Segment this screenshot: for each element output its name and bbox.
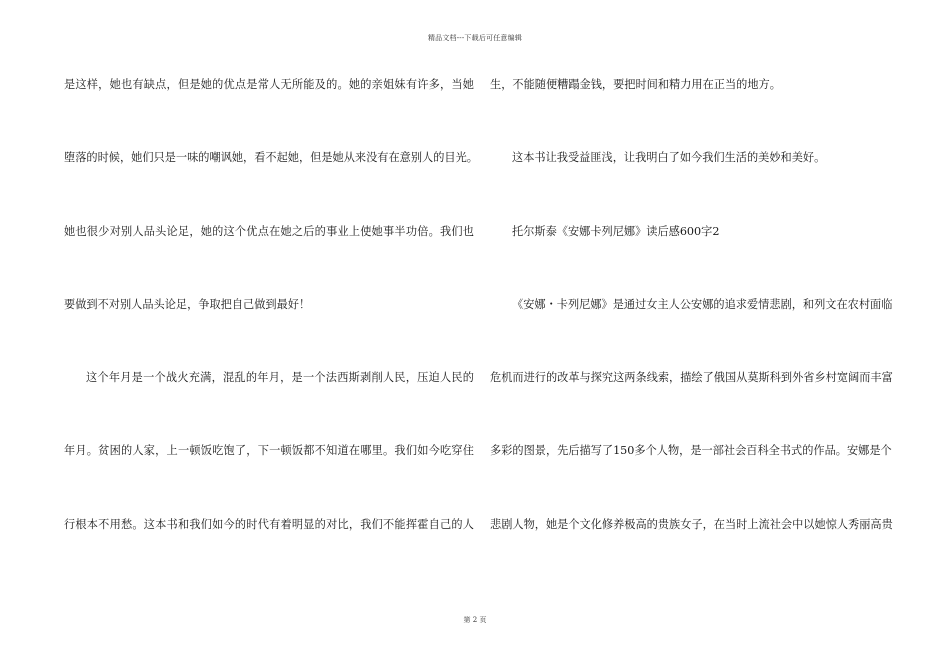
line-text: 要做到不对别人品头论足，争取把自己做到最好！ (64, 297, 311, 311)
paragraph-line (490, 515, 893, 588)
paragraph-line (64, 515, 474, 588)
paragraph-line (64, 368, 474, 441)
paragraph-line (64, 222, 474, 295)
line-text: 这本书让我受益匪浅，让我明白了如今我们生活的美妙和美好。 (512, 151, 826, 165)
line-text: 多彩的图景，先后描写了150多个人物，是一部社会百科全书式的作品。安娜是个 (490, 444, 892, 458)
line-text: 堕落的时候，她们只是一味的嘲讽她，看不起她，但是她从来没有在意别人的目光。 (64, 151, 478, 165)
line-text: 生，不能随便糟蹋金钱，要把时间和精力用在正当的地方。 (490, 78, 781, 91)
paragraph-line (64, 295, 474, 368)
paragraph-line (64, 148, 478, 221)
paragraph-line (64, 75, 474, 148)
line-text: 年月。贫困的人家，上一顿饭吃饱了，下一顿饭都不知道在哪里。我们如今吃穿住 (64, 444, 474, 458)
paragraph-line (64, 441, 474, 514)
page-header: 精品文档---下载后可任意编辑 (427, 34, 523, 42)
section-heading (490, 222, 890, 295)
page-footer: 第 2 页 (463, 616, 487, 624)
paragraph-line (490, 368, 893, 441)
right-column (490, 75, 893, 588)
paragraph-line (490, 75, 890, 148)
line-text: 行根本不用愁。这本书和我们如今的时代有着明显的对比，我们不能挥霍自己的人 (64, 517, 474, 531)
line-text: 托尔斯泰《安娜卡列尼娜》读后感600字2 (512, 224, 720, 238)
paragraph-line (490, 295, 893, 368)
paragraph-line (490, 441, 890, 514)
line-text: 《安娜・卡列尼娜》是通过女主人公安娜的追求爱情悲剧，和列文在农村面临 (512, 297, 893, 311)
line-text: 这个年月是一个战火充满，混乱的年月，是一个法西斯剥削人民，压迫人民的 (86, 371, 474, 385)
line-text: 是这样，她也有缺点，但是她的优点是常人无所能及的。她的亲姐妹有许多，当她 (64, 78, 474, 91)
line-text: 她也很少对别人品头论足，她的这个优点在她之后的事业上使她事半功倍。我们也 (64, 224, 474, 238)
line-text: 危机而进行的改革与探究这两条线索，描绘了俄国从莫斯科到外省乡村宽阔而丰富 (490, 371, 893, 385)
paragraph-line (490, 148, 890, 221)
left-column (64, 75, 478, 588)
line-text: 悲剧人物，她是个文化修养极高的贵族女子，在当时上流社会中以她惊人秀丽高贵 (490, 517, 893, 531)
